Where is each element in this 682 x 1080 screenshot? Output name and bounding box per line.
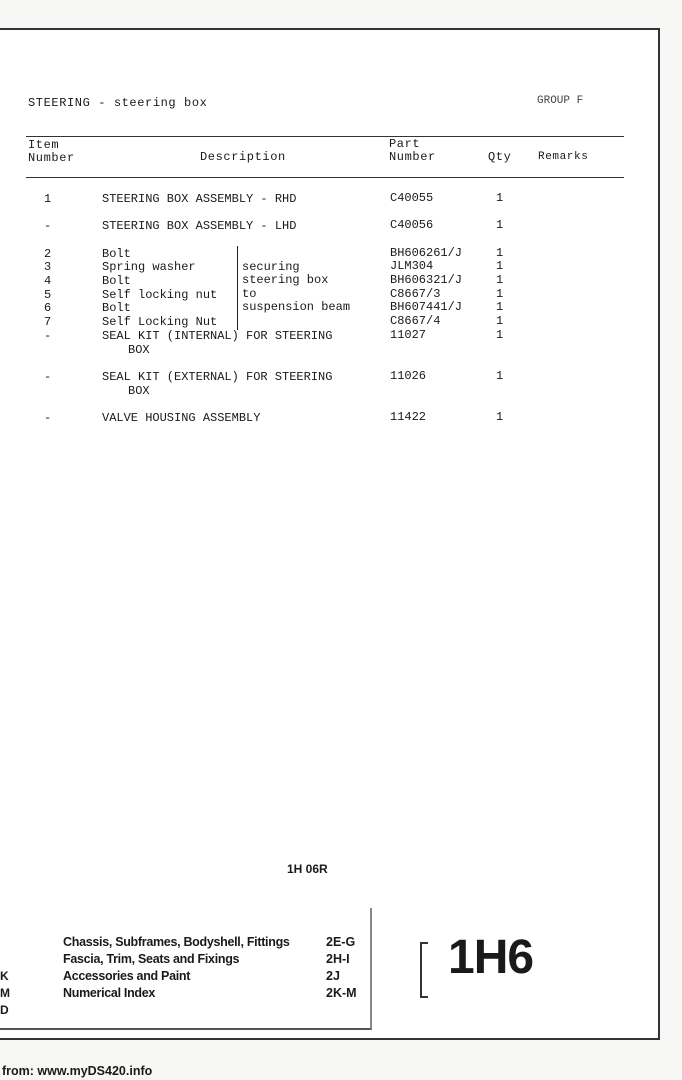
row-item: - <box>44 219 52 233</box>
row-part-number: 11422 <box>390 410 427 424</box>
index-item-code: 2K-M <box>326 986 357 1000</box>
row-note: to <box>242 287 257 301</box>
index-item-label: Accessories and Paint <box>63 969 191 983</box>
col-remarks-header: Remarks <box>538 151 589 163</box>
row-part-number: C40056 <box>390 218 434 232</box>
row-description: Bolt <box>102 274 131 288</box>
index-item-label: Fascia, Trim, Seats and Fixings <box>63 952 240 966</box>
bracket-mark <box>420 942 428 998</box>
index-item-code: 2H-I <box>326 952 350 966</box>
row-part-number: C8667/3 <box>390 287 441 301</box>
row-description-cont: BOX <box>128 343 150 357</box>
row-item: - <box>44 370 52 384</box>
row-item: 3 <box>44 260 52 274</box>
row-qty: 1 <box>496 273 504 287</box>
col-item-header-2: Number <box>28 151 75 165</box>
index-item-code: 2J <box>326 969 340 983</box>
col-part-header-2: Number <box>389 150 436 164</box>
row-description-cont: BOX <box>128 384 150 398</box>
row-description: SEAL KIT (INTERNAL) FOR STEERING <box>102 329 333 343</box>
row-item: 6 <box>44 301 52 315</box>
row-qty: 1 <box>496 328 504 342</box>
group-label: GROUP F <box>537 95 584 107</box>
row-description: Self locking nut <box>102 288 218 302</box>
header-bottom-rule <box>26 177 624 178</box>
row-qty: 1 <box>496 314 504 328</box>
index-item-label: Numerical Index <box>63 986 156 1000</box>
bracket-divider <box>237 246 238 330</box>
row-qty: 1 <box>496 410 504 424</box>
row-qty: 1 <box>496 218 504 232</box>
row-note: securing <box>242 260 300 274</box>
row-qty: 1 <box>496 246 504 260</box>
row-description: Bolt <box>102 301 131 315</box>
row-description: SEAL KIT (EXTERNAL) FOR STEERING <box>102 370 333 384</box>
index-item-label: Chassis, Subframes, Bodyshell, Fittings <box>63 935 290 949</box>
row-part-number: BH606261/J <box>390 246 463 260</box>
row-part-number: JLM304 <box>390 259 434 273</box>
row-item: 5 <box>44 288 52 302</box>
row-description: STEERING BOX ASSEMBLY - LHD <box>102 219 297 233</box>
col-item-header-1: Item <box>28 138 60 152</box>
index-left-letter: D <box>0 1003 9 1017</box>
index-left-letter: K <box>0 969 9 983</box>
row-item: 2 <box>44 247 52 261</box>
row-item: 4 <box>44 274 52 288</box>
col-description-header: Description <box>200 150 286 164</box>
row-note: suspension beam <box>242 300 351 314</box>
row-part-number: BH606321/J <box>390 273 463 287</box>
row-description: Bolt <box>102 247 131 261</box>
row-qty: 1 <box>496 259 504 273</box>
row-item: - <box>44 411 52 425</box>
row-note: steering box <box>242 273 329 287</box>
row-part-number: 11027 <box>390 328 427 342</box>
row-description: VALVE HOUSING ASSEMBLY <box>102 411 261 425</box>
row-part-number: BH607441/J <box>390 300 463 314</box>
row-qty: 1 <box>496 191 504 205</box>
page-reference: 1H 06R <box>287 862 328 876</box>
row-description: Self Locking Nut <box>102 315 218 329</box>
row-part-number: C8667/4 <box>390 314 441 328</box>
row-part-number: 11026 <box>390 369 427 383</box>
row-description: Spring washer <box>102 260 196 274</box>
header-top-rule <box>26 136 624 137</box>
col-part-header-1: Part <box>389 137 421 151</box>
row-qty: 1 <box>496 300 504 314</box>
row-item: 7 <box>44 315 52 329</box>
row-part-number: C40055 <box>390 191 434 205</box>
page-title: STEERING - steering box <box>28 96 208 110</box>
row-item: - <box>44 329 52 343</box>
fiche-reference: 1H6 <box>448 931 534 984</box>
row-description: STEERING BOX ASSEMBLY - RHD <box>102 192 297 206</box>
index-item-code: 2E-G <box>326 935 356 949</box>
col-qty-header: Qty <box>488 150 512 164</box>
source-footer: from: www.myDS420.info <box>2 1064 153 1078</box>
index-left-letter: M <box>0 986 10 1000</box>
row-qty: 1 <box>496 369 504 383</box>
catalogue-page <box>0 28 660 1040</box>
row-qty: 1 <box>496 287 504 301</box>
row-item: 1 <box>44 192 52 206</box>
